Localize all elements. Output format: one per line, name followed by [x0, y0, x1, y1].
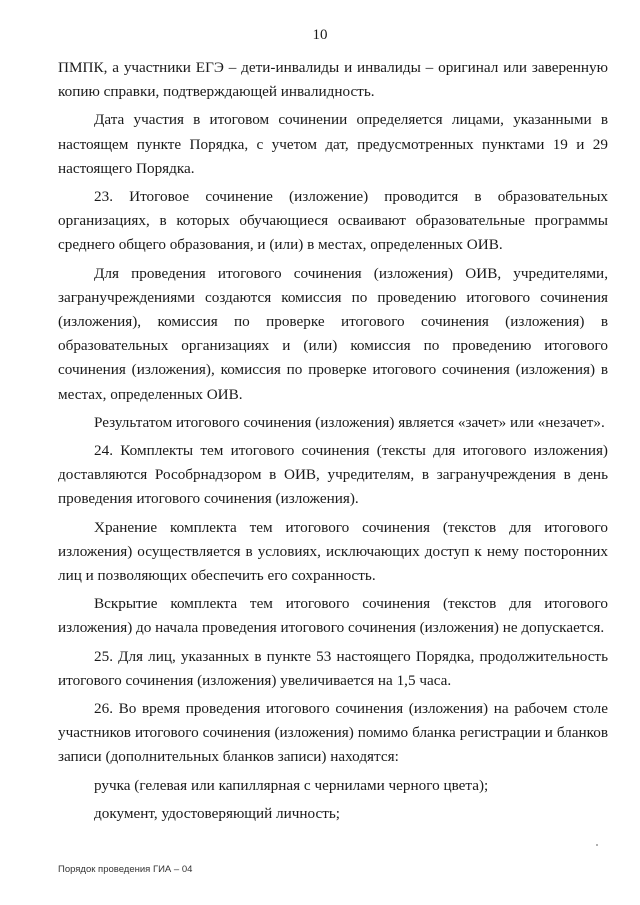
paragraph-item-23: 23. Итоговое сочинение (изложение) проводится в образовательных организациях, в которых обучающиеся осваивают образовательные программы среднего общего образования, и (или) в местах, определенных ОИВ. — [58, 188, 608, 254]
page-footer: Порядок проведения ГИА – 04 — [58, 864, 193, 875]
paragraph-item-26: 26. Во время проведения итогового сочинения (изложения) на рабочем столе участников итогового сочинения (изложения) помимо бланка регистрации и бланков записи (дополнительных бланков записи) находятся: — [58, 700, 608, 766]
paragraph-opening: Вскрытие комплекта тем итогового сочинения (текстов для итогового изложения) до начала проведения итогового сочинения (изложения) не допускается. — [58, 595, 608, 637]
paragraph-storage: Хранение комплекта тем итогового сочинения (текстов для итогового изложения) осуществляется в условиях, исключающих доступ к нему посторонних лиц и позволяющих обеспечить его сохранность. — [58, 518, 608, 585]
paragraph-item-24: 24. Комплекты тем итогового сочинения (тексты для итогового изложения) доставляются Рособрнадзором в ОИВ, учредителям, в загранучреждения в день проведения итогового сочинения (изложения). — [58, 442, 608, 508]
page-number: 10 — [312, 27, 328, 43]
paragraph-result: Результатом итогового сочинения (изложения) является «зачет» или «незачет». — [94, 413, 605, 431]
list-item-pen: ручка (гелевая или капиллярная с чернилами черного цвета); — [94, 776, 489, 794]
scan-dot — [596, 844, 598, 846]
document-body — [58, 56, 608, 830]
paragraph-item-25: 25. Для лиц, указанных в пункте 53 настоящего Порядка, продолжительность итогового сочинения (изложения) увеличивается на 1,5 часа. — [58, 647, 608, 689]
list-item-id-document: документ, удостоверяющий личность; — [94, 804, 341, 822]
paragraph-commissions: Для проведения итогового сочинения (изложения) ОИВ, учредителями, загранучреждениями создаются комиссия по проведению итогового сочинения (изложения), комиссия по проверке итогового сочинения (изложения) в образовательных организациях и (или) комиссия по проведению итогового сочинения (изложения), комиссия по проверке итогового сочинения (изложения) в местах, определенных ОИВ. — [58, 264, 608, 403]
paragraph-continuation: ПМПК, а участники ЕГЭ – дети-инвалиды и инвалиды – оригинал или заверенную копию справки, подтверждающей инвалидность. — [58, 59, 608, 101]
paragraph-participation-date: Дата участия в итоговом сочинении определяется лицами, указанными в настоящем пункте Порядка, с учетом дат, предусмотренных пунктами 19 и 29 настоящего Порядка. — [58, 111, 608, 177]
